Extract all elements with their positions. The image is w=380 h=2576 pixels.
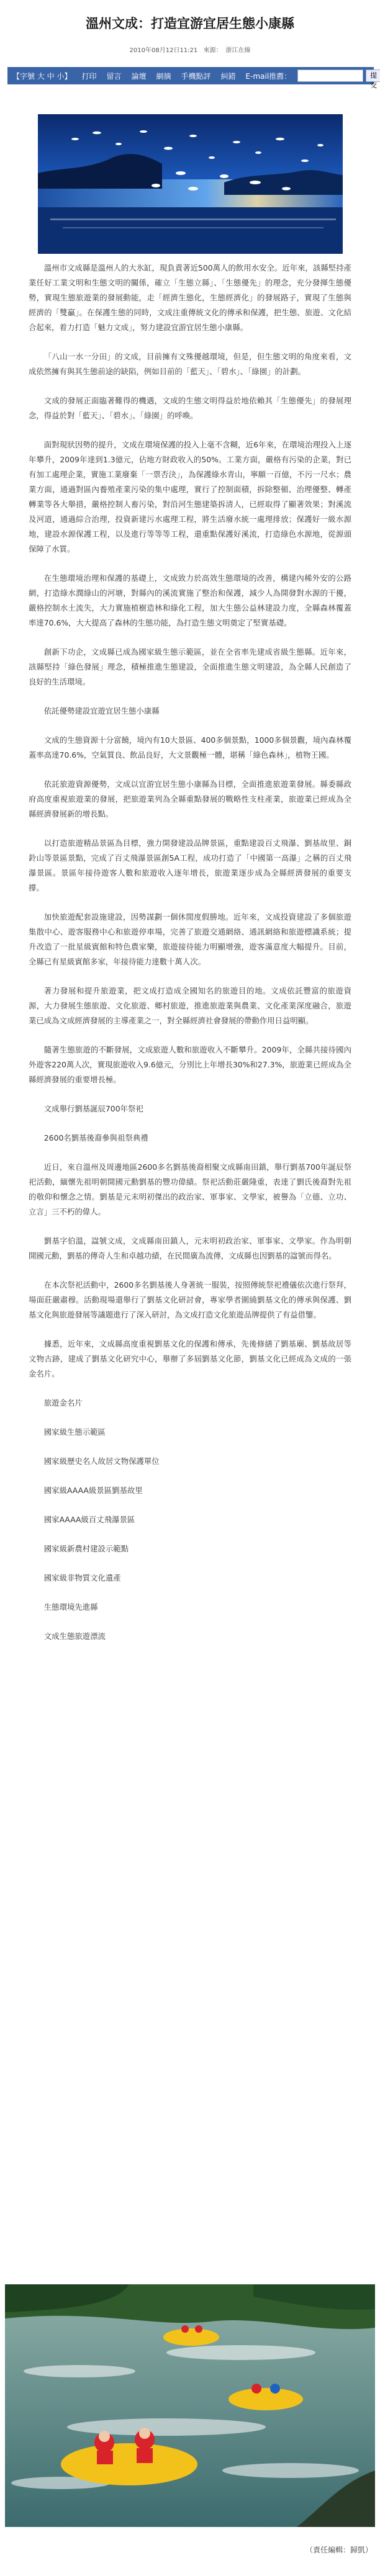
bookmark-link[interactable]: 網摘 [156,71,171,81]
paragraph: 劉基字伯溫，諡號文成，文成縣南田鎮人，元末明初政治家、軍事家、文學家。作為明朝開國元勳，劉基的傳奇人生和卓越功績，在民間廣為流傳，文成縣也因劉基的諡號而得名。 [29,1236,351,1260]
paragraph: 創新下功企，文成縣已成為國家級生態示範區，並在全省率先建成省級生態縣。近年來，該縣堅持「綠色發展」理念，積極推進生態建設，全面推進生態文明建設，為全縣人民創造了良好的生活環境。 [29,647,351,686]
list-item: 生態環境先進縣 [43,1602,98,1612]
font-size-toggle[interactable]: 【字號 大 中 小】 [12,71,72,81]
responsible-editor: （責任編輯：歸凱） [305,2546,373,2554]
comment-link[interactable]: 留言 [106,71,122,81]
paragraph: 面對現狀因勢的提升，文成在環境保護的投入上毫不含糊，近6年來，在環境治理投入上逐年攀升，2009年達到1.3億元，佔地方財政收入的50%。工業方面，嚴格有污染的企業，對已有加工處理企業，實施工業廢棄「一票否決」，為保護綠水青山，寧願一百億，不污一尺水；農業方面，通過對區內養殖產業污染的集中處理，實行了控制面積，拆除整頓、治理優整、轉產轉業等各大舉措，嚴格控制人畜污染，對沿河生態建築拆清人，已經取得了顯著效果；對溪流及河道，通過綜合治理，投資新建污水處理工程，將生活廢水統一處理排放；保護好一級水源地，建設水源保護工程，以及進行等等等工程，還重點保護好溪流，打造綠色水源地，從源頭保障了水質。 [29,440,351,554]
article-title: 溫州文成：打造宜游宜居生態小康縣 [86,16,294,31]
river-rafting-image [5,2284,375,2527]
paragraph: 在生態環境治理和保護的基礎上，文成致力於高效生態環境的改善，構建內稀外安的公路網，打造綠水潤綠山的河塘，對縣內的溪流實施了整治和保護，減少人為開發對水源的干擾，嚴格控制水土流失，大力實施植樹造林和綠化工程，加大生態公益林建設力度，全縣森林覆蓋率達70.6%，大大提高了森林的生態功能，為打造生態文明奠定了堅實基礎。 [29,573,351,627]
article-source-label: 來源： [203,47,222,54]
paragraph: 在本次祭祀活動中，2600多名劉基後人身著統一服裝，按照傳統祭祀禮儀依次進行祭拜，場面莊嚴肅穆。活動現場還舉行了劉基文化研討會，專家學者圍繞劉基文化的傳承與保護、劉基文化與旅遊發展等議題進行了深入研討，為文成打造文化旅遊品牌提供了有益借鑒。 [29,1280,351,1319]
paragraph: 文成的生態資源十分富饒，境內有10大景區、400多個景點，1000多個景觀，境內森林覆蓋率高達70.6%，空氣質良、飲品良好，大文景觀極一體，堪稱「綠色森林」，植物王國。 [29,735,351,760]
article-date: 2010年08月12日11:21 [129,47,198,54]
egrets-lake-image [38,114,343,254]
print-link[interactable]: 打印 [81,71,97,81]
rafting-photo [5,2284,375,2527]
email-recommend-label: E-mail推薦： [245,71,292,81]
list-item: 國家級新農村建設示範點 [43,1544,129,1553]
hero-photo [38,114,343,254]
report-error-link[interactable]: 糾錯 [220,71,236,81]
paragraph: 加快旅遊配套設施建設，因勢謀劃一個休閒度假勝地。近年來，文成投資建設了多個旅遊集散中心、遊客服務中心和旅遊停車場，完善了旅遊交通網絡、通訊網絡和旅遊標識系統；提升改造了一批星級賓館和特色農家樂，旅遊接待能力明顯增強，遊客滿意度大幅提升。目前，全縣已有星級賓館多家，年接待能力達數十萬人次。 [29,912,351,966]
list-item: 國家級AAAA級景區劉基故里 [43,1486,143,1495]
list-item: 國家級歷史名人故居文物保護單位 [43,1456,160,1466]
paragraph: 據悉，近年來，文成縣高度重視劉基文化的保護和傳承，先後修繕了劉基廟、劉基故居等文物古跡，建成了劉基文化研究中心，舉辦了多屆劉基文化節，劉基文化已經成為文成的一張金名片。 [29,1339,351,1378]
list-item: 國家級非物質文化遺產 [43,1573,121,1582]
list-item: 國家級生態示範區 [43,1427,106,1437]
paragraph: 依託旅遊資源優勢，文成以宜游宜居生態小康縣為目標，全面推進旅遊業發展。縣委縣政府高度重視旅遊業的發展，把旅遊業列為全縣重點發展的戰略性支柱產業，旅遊業已經成為全縣經濟發展新的增長點。 [29,779,351,819]
section-heading: 依託優勢建設宜遊宜居生態小康縣 [43,706,160,716]
article-meta [0,45,380,54]
article-body [29,261,351,1658]
email-submit-button[interactable]: 提交 [366,70,380,82]
article-source[interactable]: 浙江在線 [225,47,251,54]
forum-link[interactable]: 論壇 [131,71,147,81]
paragraph: 「八山一水一分田」的文成，目前擁有文殊優越環境，但是，但生態文明的角度來看，文成依然擁有與其生態前途的缺陷，例如目前的「藍天」、「碧水」、「綠園」的計劃。 [29,352,351,376]
section-heading: 2600名劉基後裔參與祖祭典禮 [43,1133,148,1142]
photo-caption: 文成生態旅遊漂流 [43,1631,106,1641]
section-heading: 文成舉行劉基誕辰700年祭祀 [43,1104,143,1113]
section-heading: 旅遊金名片 [43,1398,83,1407]
paragraph: 近日，來自溫州及周邊地區2600多名劉基後裔相聚文成縣南田鎮，舉行劉基700年誕辰祭祀活動，緬懷先祖明朝開國元勳劉基的豐功偉績。祭祀活動莊嚴隆重，表達了劉氏後裔對先祖的敬仰和懷念之情。劉基是元末明初傑出的政治家、軍事家、文學家，被譽為「立德、立功、立言」三不朽的偉人。 [29,1162,351,1216]
paragraph: 溫州市文成縣是溫州人的大氷缸，現負責著近500萬人的飲用水安全。近年來，該縣堅持產業任好工業文明和生態文明的關係，確立「生態立縣」、「生態優先」的理念，充分發揮生態優勢，實現生態旅遊業的發展動能，走「經濟生態化，生態經濟化」的發展路子，實現了生態與經濟的「雙贏」。在保護生態的同時，文成注重傳統文化的傳承和保護，把生態、旅遊、文化結合起來，着力打造「魅力文成」，努力建設宜游宜居生態小康縣。 [29,263,351,332]
list-item: 國家AAAA級百丈飛瀑景區 [43,1515,135,1524]
article-toolbar [7,67,378,89]
paragraph: 隨著生態旅遊的不斷發展，文成旅遊人數和旅遊收入不斷攀升。2009年，全縣共接待國內外遊客220萬人次，實現旅遊收入9.6億元，分別比上年增長30%和27.3%，旅遊業已經成為全縣經濟發展的重要增長極。 [29,1045,351,1084]
paragraph: 文成的發展正面臨著難得的機遇，文成的生態文明得益於地依賴其「生態優先」的發展理念，得益於對「藍天」、「碧水」、「綠園」的呼喚。 [29,396,351,420]
paragraph: 以打造旅遊精品景區為目標，強力開發建設品牌景區，重點建設百丈飛瀑、劉基故里、銅鈴山等景區景點，完成了百丈飛瀑景區創5A工程，成功打造了「中國第一高瀑」之稱的百丈飛瀑景區。景區年接待遊客人數和旅遊收入逐年增長，旅遊業逐步成為全縣經濟發展的重要支撐。 [29,838,351,892]
paragraph: 著力發展和提升旅遊業，把文成打造成全國知名的旅遊目的地。文成依託豐富的旅遊資源，大力發展生態旅遊、文化旅遊、鄉村旅遊，推進旅遊業與農業、文化產業深度融合，旅遊業已成為文成經濟發展的主導產業之一，對全縣經濟社會發展的帶動作用日益明顯。 [29,986,351,1025]
email-input[interactable] [297,70,363,82]
mobile-comment-link[interactable]: 手機點評 [181,71,211,81]
